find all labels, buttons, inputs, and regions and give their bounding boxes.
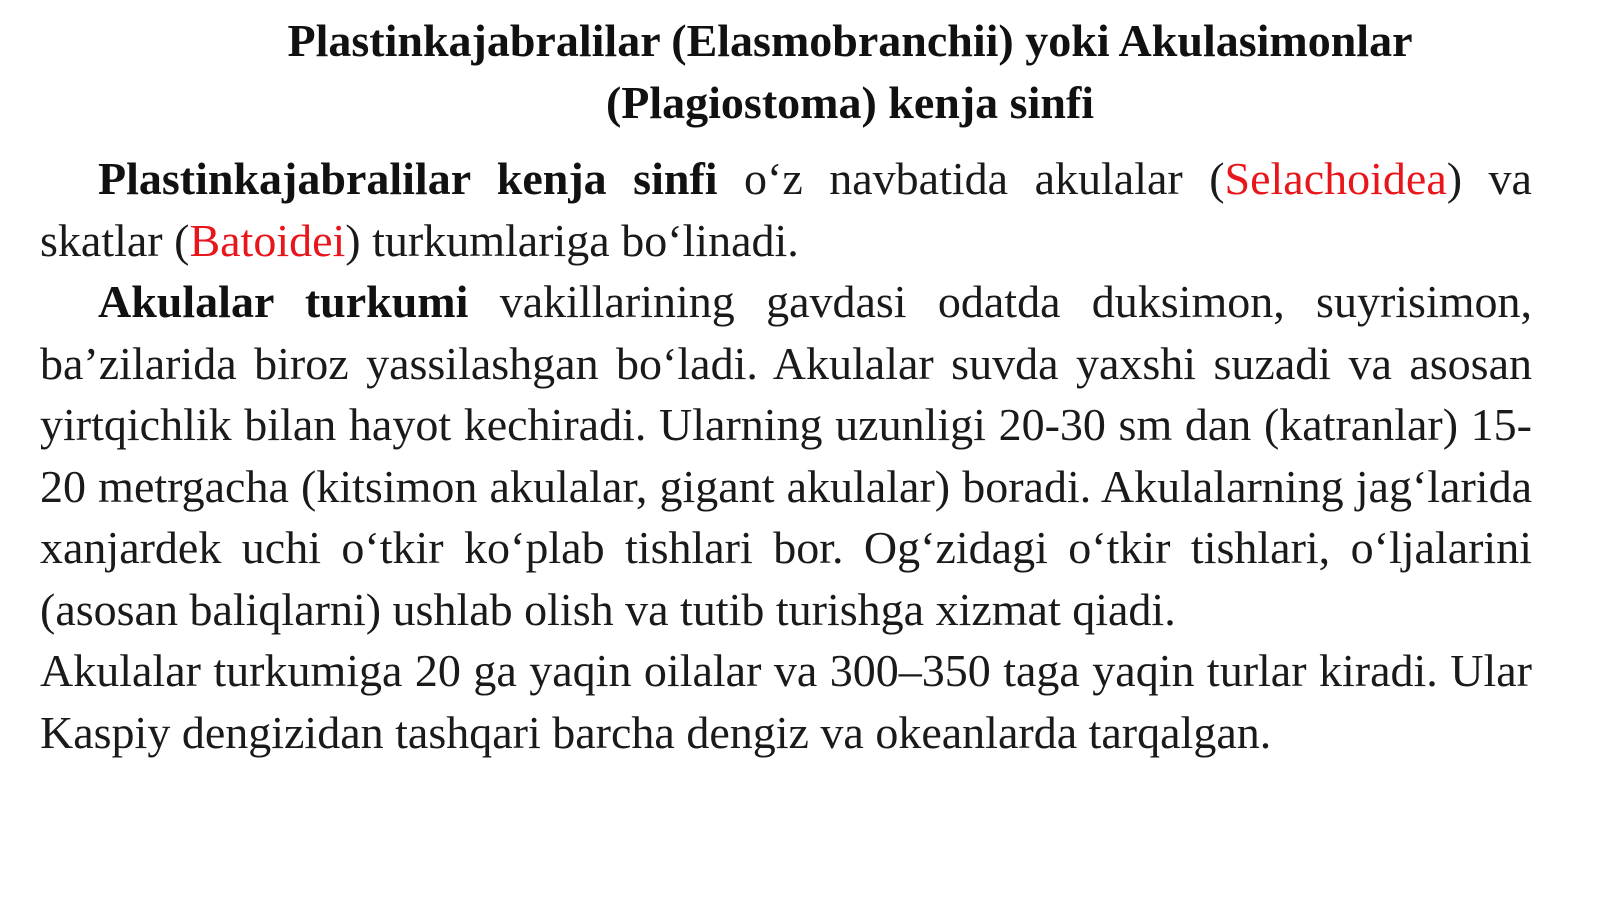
paragraph-text: o‘z navbatida akulalar ( — [717, 153, 1225, 204]
paragraph-subclass — [40, 148, 1532, 271]
term-shark-order: Akulalar turkumi — [98, 276, 469, 327]
paragraph-text: Akulalar turkumiga 20 ga yaqin oilalar va 300–350 taga yaqin turlar kiradi. Ular Kaspiy dengizidan tashqari barcha dengiz va okeanlarda tarqalgan. — [40, 645, 1532, 758]
paragraph-text: ) va skatlar ( — [40, 153, 1532, 266]
term-subclass: Plastinkajabralilar kenja sinfi — [98, 153, 718, 204]
slide-title — [120, 10, 1580, 134]
slide-body — [40, 148, 1532, 763]
paragraph-shark-order — [40, 271, 1532, 640]
slide-title-line-2: (Plagiostoma) kenja sinfi — [605, 77, 1095, 128]
paragraph-text: vakillarining gavdasi odatda duksimon, suyrisimon, ba’zilarida biroz yassilashgan bo‘ladi. Akulalar suvda yaxshi suzadi va asosan yirtqichlik bilan hayot kechiradi. Ularning uzunligi 20-30 sm dan (katranlar) 15-20 metrgacha (kitsimon akulalar, gigant akulalar) boradi. Akulalarning jag‘larida xanjardek uchi o‘tkir ko‘plab tishlari bor. Og‘zidagi o‘tkir tishlari, o‘ljalarini (asosan baliqlarni) ushlab olish va tutib turishga xizmat qiadi. — [40, 276, 1533, 635]
latin-name-batoidei: Batoidei — [189, 214, 346, 266]
slide-title-line-1: Plastinkajabralilar (Elasmobranchii) yoki Akulasimonlar — [287, 15, 1413, 66]
latin-name-selachoidea: Selachoidea — [1224, 153, 1447, 204]
paragraph-distribution — [40, 640, 1532, 763]
paragraph-text: ) turkumlariga bo‘linadi. — [345, 214, 799, 266]
